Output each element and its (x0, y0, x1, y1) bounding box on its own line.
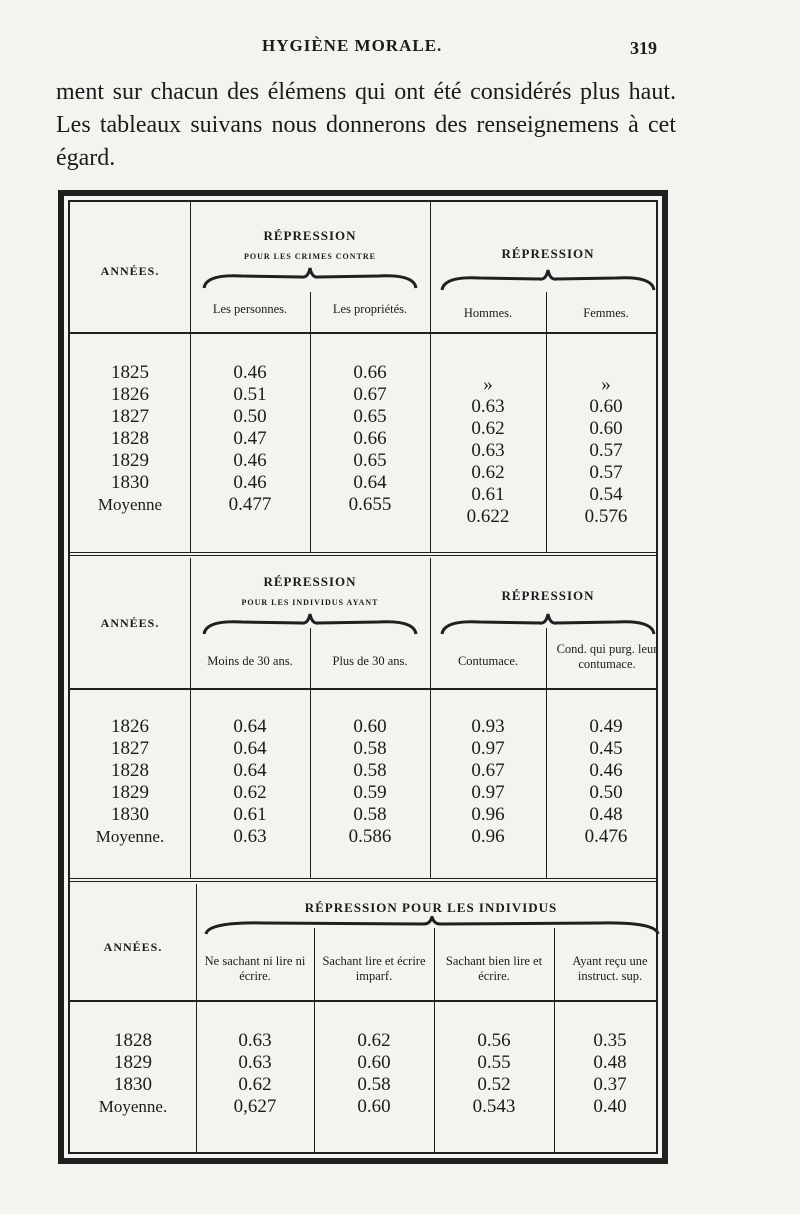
value-cell: 0.64 (353, 472, 387, 493)
value-cell: 0.61 (233, 804, 267, 825)
values-column (314, 1030, 434, 1118)
value-cell: 0.60 (589, 418, 623, 439)
running-head-title: HYGIÈNE MORALE. (262, 36, 443, 55)
brace-icon (204, 916, 660, 936)
value-cell: 0.59 (353, 782, 387, 803)
group-title: RÉPRESSION (501, 246, 595, 261)
value-cell: 0.37 (593, 1074, 627, 1095)
value-cell: 0.45 (589, 738, 623, 759)
table-section-3 (70, 884, 656, 1154)
value-cell: 0.50 (589, 782, 623, 803)
value-cell: 0.56 (477, 1030, 511, 1051)
year-label: 1825 (111, 362, 149, 383)
years-header: ANNÉES. (103, 940, 163, 954)
brace-icon (440, 612, 656, 638)
brace-icon (202, 266, 418, 292)
value-cell: 0.96 (471, 826, 505, 847)
value-cell: 0.61 (471, 484, 505, 505)
values-column (310, 362, 430, 516)
value-cell: 0.67 (353, 384, 387, 405)
value-cell: 0.62 (357, 1030, 391, 1051)
values-column (430, 716, 546, 848)
value-cell: 0.65 (353, 406, 387, 427)
value-cell: 0.476 (584, 826, 628, 847)
value-cell: 0.46 (589, 760, 623, 781)
value-cell: 0.477 (228, 494, 272, 515)
value-cell: 0.63 (238, 1030, 272, 1051)
value-cell: 0.46 (233, 450, 267, 471)
column-header: Sachant bien lire et écrire. (445, 954, 543, 983)
years-column (70, 716, 190, 848)
value-cell: 0.60 (357, 1096, 391, 1117)
group-title: RÉPRESSION (263, 574, 357, 589)
value-cell: 0.63 (471, 440, 505, 461)
values-column (546, 374, 666, 528)
value-cell: 0.96 (471, 804, 505, 825)
value-cell: 0.62 (233, 782, 267, 803)
value-cell: 0.62 (471, 462, 505, 483)
value-cell: 0.64 (233, 716, 267, 737)
value-cell: » (601, 374, 611, 395)
year-label: 1829 (111, 782, 149, 803)
year-label: 1828 (111, 428, 149, 449)
value-cell: 0.62 (238, 1074, 272, 1095)
value-cell: 0.63 (471, 396, 505, 417)
value-cell: 0.57 (589, 440, 623, 461)
intro-paragraph: ment sur chacun des élémens qui ont été considérés plus haut. Les tableaux suivans nous donnerons des renseignemens à cet égard. (56, 79, 676, 171)
group-subtitle: POUR LES CRIMES CONTRE (243, 252, 376, 261)
values-column (190, 716, 310, 848)
value-cell: 0.52 (477, 1074, 511, 1095)
column-header: Moins de 30 ans. (207, 654, 293, 668)
column-header: Les propriétés. (332, 302, 408, 316)
value-cell: 0.48 (593, 1052, 627, 1073)
value-cell: 0.35 (593, 1030, 627, 1051)
column-header: Hommes. (463, 306, 513, 320)
values-column (310, 716, 430, 848)
group-title: RÉPRESSION POUR LES INDIVIDUS (304, 900, 558, 915)
value-cell: 0.58 (353, 760, 387, 781)
value-cell: 0.40 (593, 1096, 627, 1117)
value-cell: 0.66 (353, 362, 387, 383)
year-label: 1830 (111, 472, 149, 493)
table-section-1 (70, 202, 656, 552)
column-header: Plus de 30 ans. (332, 654, 408, 668)
value-cell: 0.63 (233, 826, 267, 847)
column-header: Sachant lire et écrire imparf. (322, 954, 426, 983)
brace-icon (440, 268, 656, 294)
value-cell: 0.97 (471, 738, 505, 759)
column-header: Cond. qui purg. leur contumace. (556, 642, 658, 671)
year-label: 1826 (111, 716, 149, 737)
value-cell: 0.576 (584, 506, 628, 527)
value-cell: » (483, 374, 493, 395)
value-cell: 0.64 (233, 760, 267, 781)
values-column (554, 1030, 666, 1118)
value-cell: 0.49 (589, 716, 623, 737)
value-cell: 0.63 (238, 1052, 272, 1073)
column-header: Femmes. (583, 306, 629, 320)
values-column (434, 1030, 554, 1118)
value-cell: 0.97 (471, 782, 505, 803)
value-cell: 0.55 (477, 1052, 511, 1073)
brace-icon (202, 612, 418, 638)
page-number: 319 (630, 38, 657, 58)
values-column (430, 374, 546, 528)
value-cell: 0.46 (233, 362, 267, 383)
year-label: 1826 (111, 384, 149, 405)
value-cell: 0.543 (472, 1096, 516, 1117)
value-cell: 0.58 (353, 738, 387, 759)
value-cell: 0.67 (471, 760, 505, 781)
year-label: 1829 (111, 450, 149, 471)
year-label: 1828 (111, 760, 149, 781)
value-cell: 0.93 (471, 716, 505, 737)
value-cell: 0.57 (589, 462, 623, 483)
table-inner-border (68, 200, 658, 1154)
value-cell: 0.60 (353, 716, 387, 737)
years-header: ANNÉES. (100, 616, 160, 630)
value-cell: 0.62 (471, 418, 505, 439)
values-column (190, 362, 310, 516)
group-title: RÉPRESSION (263, 228, 357, 243)
value-cell: 0.58 (353, 804, 387, 825)
value-cell: 0.46 (233, 472, 267, 493)
value-cell: 0.47 (233, 428, 267, 449)
group-subtitle: POUR LES INDIVIDUS AYANT (241, 598, 379, 607)
value-cell: 0.66 (353, 428, 387, 449)
running-head (0, 34, 800, 64)
value-cell: 0.51 (233, 384, 267, 405)
value-cell: 0.50 (233, 406, 267, 427)
value-cell: 0.60 (357, 1052, 391, 1073)
years-column (70, 362, 190, 516)
statistics-table (58, 190, 668, 1164)
year-label: 1827 (111, 738, 149, 759)
year-label: 1830 (111, 804, 149, 825)
year-label: Moyenne. (95, 827, 165, 846)
years-column (70, 1030, 196, 1118)
values-column (196, 1030, 314, 1118)
value-cell: 0,627 (233, 1096, 277, 1117)
value-cell: 0.586 (348, 826, 392, 847)
value-cell: 0.54 (589, 484, 623, 505)
table-section-2 (70, 558, 656, 878)
year-label: 1830 (114, 1074, 152, 1095)
value-cell: 0.58 (357, 1074, 391, 1095)
year-label: 1829 (114, 1052, 152, 1073)
year-label: 1827 (111, 406, 149, 427)
year-label: Moyenne (97, 495, 163, 514)
column-header: Les personnes. (212, 302, 288, 316)
column-header: Ne sachant ni lire ni écrire. (204, 954, 306, 983)
column-header: Ayant reçu une instruct. sup. (572, 954, 648, 983)
value-cell: 0.622 (466, 506, 510, 527)
year-label: 1828 (114, 1030, 152, 1051)
value-cell: 0.48 (589, 804, 623, 825)
values-column (546, 716, 666, 848)
year-label: Moyenne. (98, 1097, 168, 1116)
column-header: Contumace. (457, 654, 519, 668)
value-cell: 0.60 (589, 396, 623, 417)
value-cell: 0.65 (353, 450, 387, 471)
value-cell: 0.64 (233, 738, 267, 759)
value-cell: 0.655 (348, 494, 392, 515)
group-title: RÉPRESSION (501, 588, 595, 603)
years-header: ANNÉES. (100, 264, 160, 278)
